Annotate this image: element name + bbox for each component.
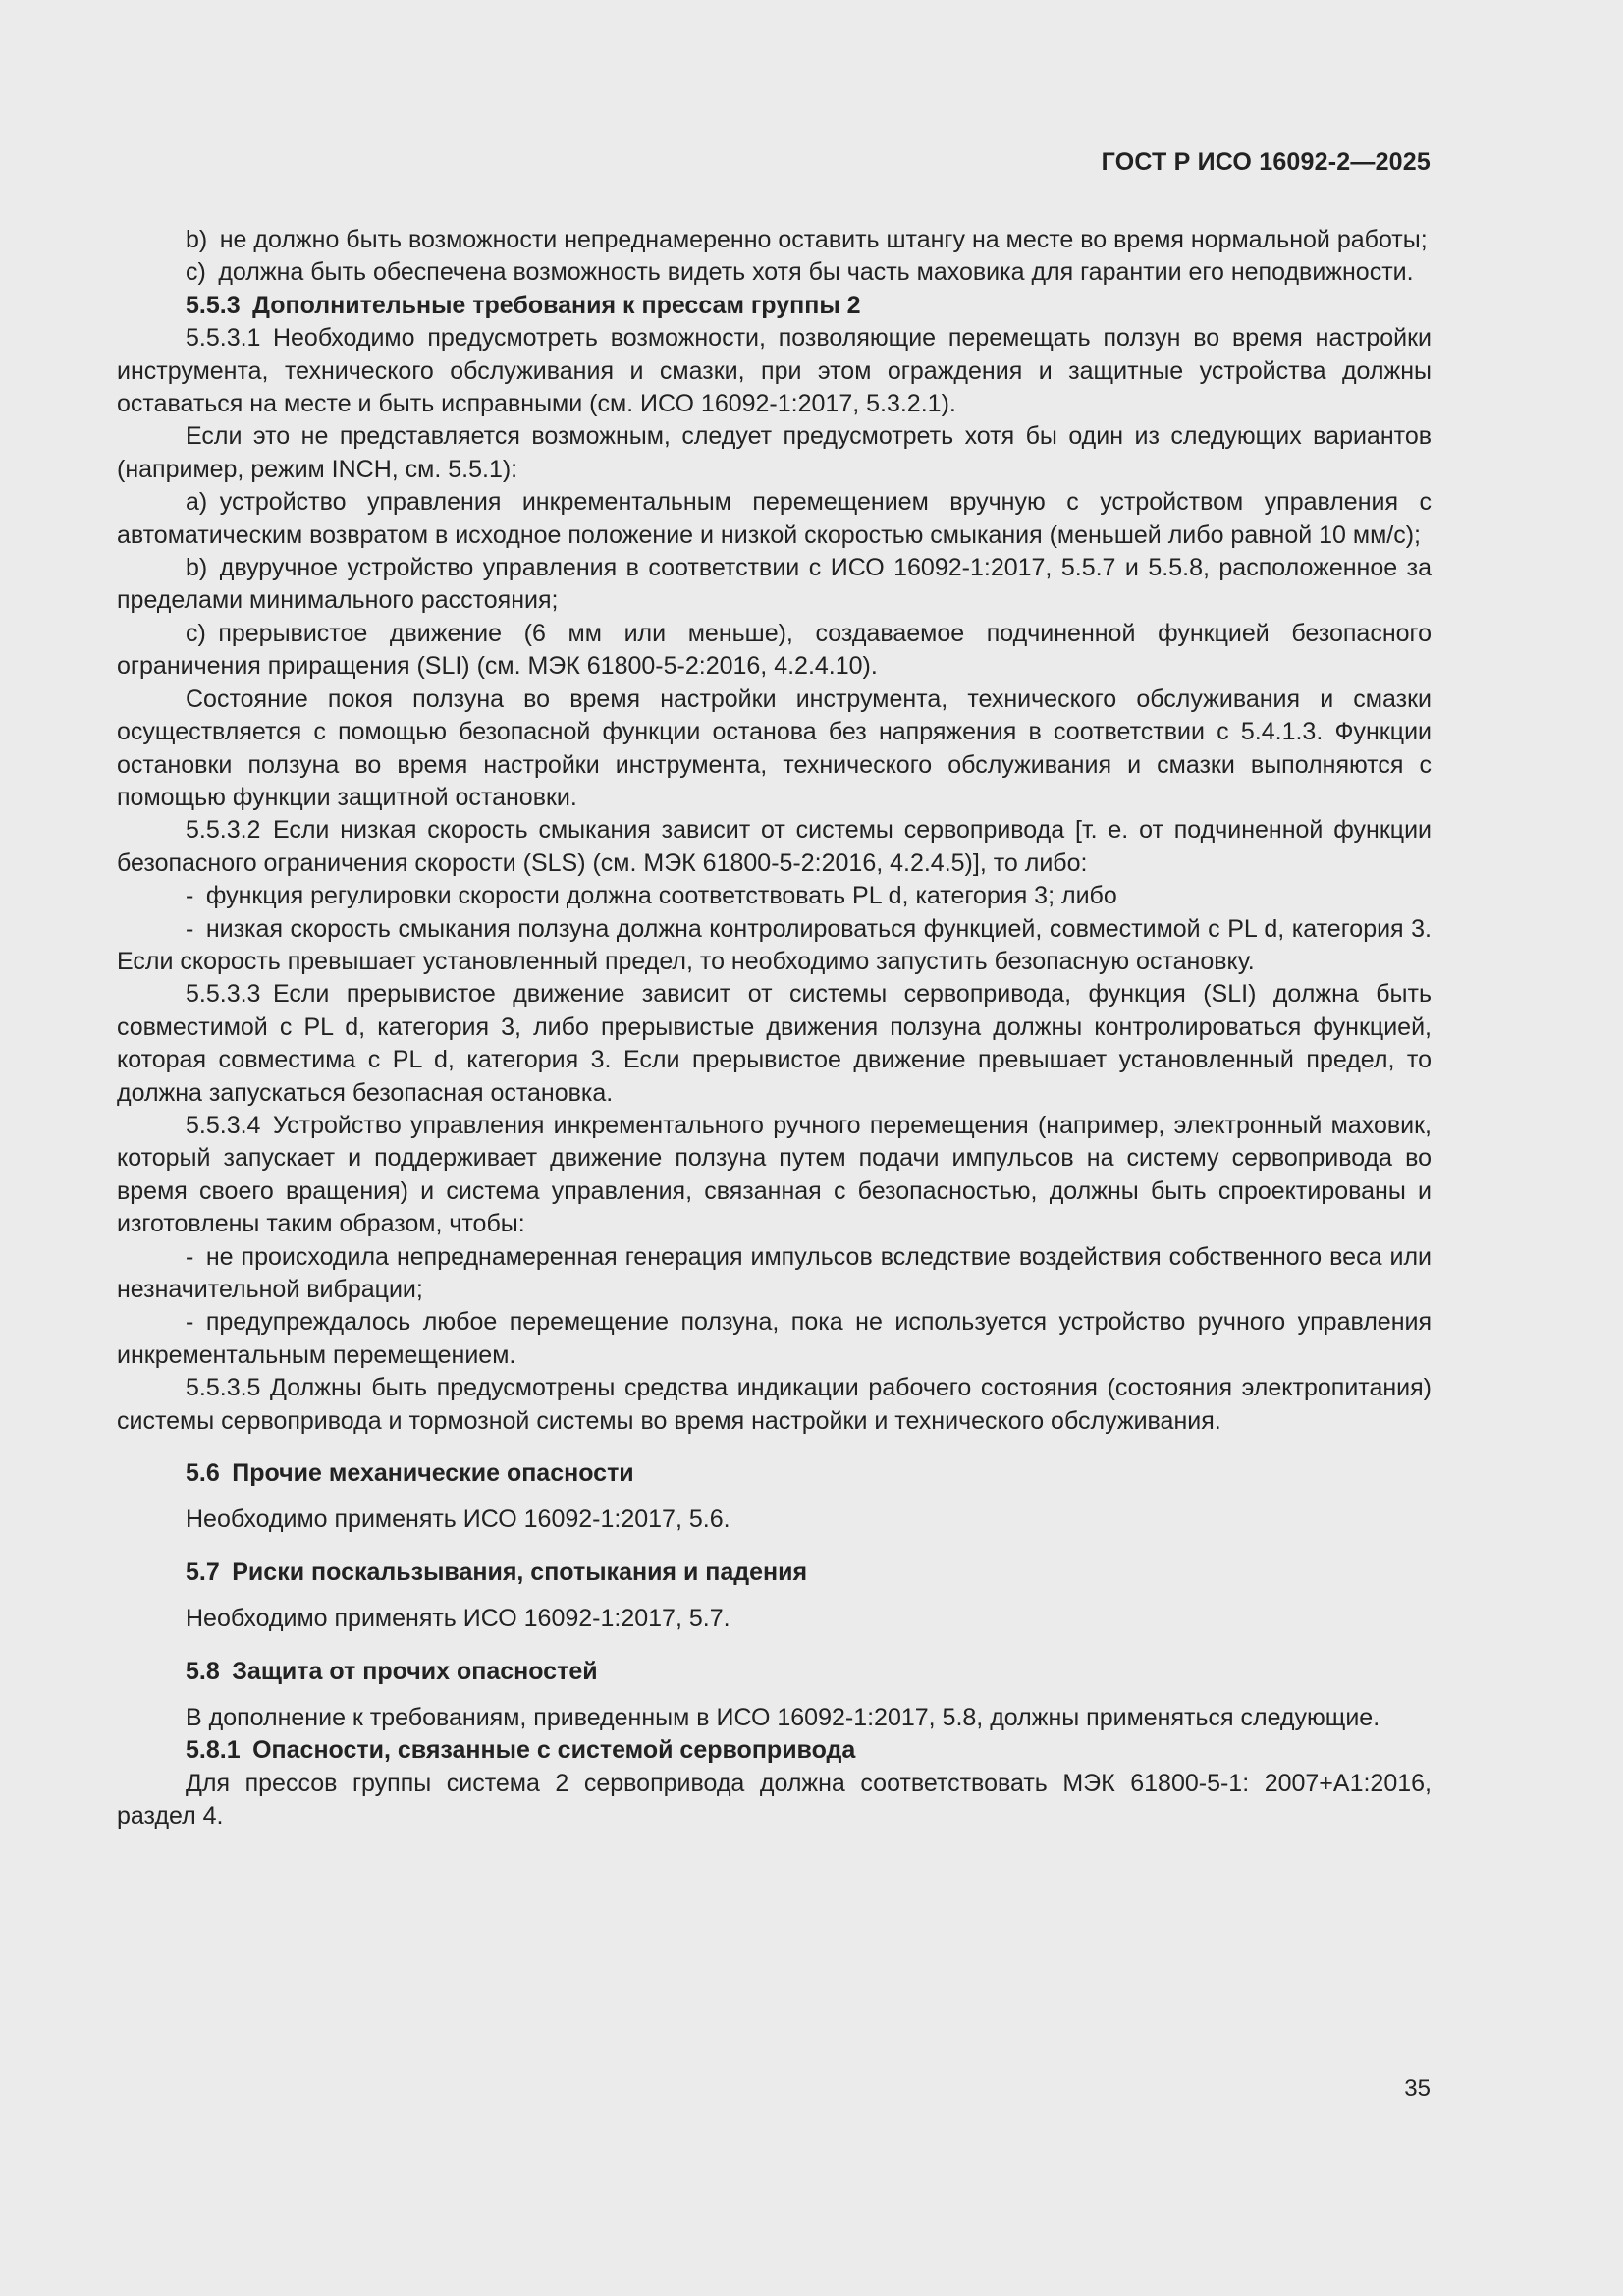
section-heading-5-7: 5.7 Риски поскальзывания, спотыкания и падения [186,1558,808,1586]
paragraph-5-6: Необходимо применять ИСО 16092-1:2017, 5.6. [186,1505,730,1534]
paragraph-5-8-1: Для прессов группы система 2 сервопривода должна соответствовать МЭК 61800-5-1: 2007+А1:2016, раздел 4. [117,1769,1432,1831]
list-item-c-2: c) прерывистое движение (6 мм или меньше), создаваемое подчиненной функцией безопасного ограничения приращения (SLI) (см. МЭК 61800-5-2:2016, 4.2.4.10). [117,619,1432,681]
page-number: 35 [1404,2075,1431,2102]
section-heading-5-6: 5.6 Прочие механические опасности [186,1459,634,1488]
document-body [117,224,1432,1833]
clause-5-5-3-4: 5.5.3.4 Устройство управления инкрементального ручного перемещения (например, электронный маховик, который запускает и поддерживает движение ползуна путем подачи импульсов на систему сервопривода во время своего вращения) и система управления, связанная с безопасностью, должны быть спроектированы и изготовлены таким образом, чтобы: [117,1111,1432,1238]
clause-5-5-3-5: 5.5.3.5 Должны быть предусмотрены средства индикации рабочего состояния (состояния электропитания) системы сервопривода и тормозной системы во время настройки и технического обслуживания. [117,1374,1432,1435]
section-heading-5-8: 5.8 Защита от прочих опасностей [186,1657,598,1685]
dash-item-prevent-movement: - предупреждалось любое перемещение ползуна, пока не используется устройство ручного управления инкрементальным перемещением. [117,1308,1432,1369]
list-item-b: b) не должно быть возможности непреднамеренно оставить штангу на месте во время нормальной работы; [186,226,1428,253]
document-header: ГОСТ Р ИСО 16092-2—2025 [1101,148,1431,176]
paragraph-alternatives-intro: Если это не представляется возможным, следует предусмотреть хотя бы один из следующих вариантов (например, режим INCH, см. 5.5.1): [117,422,1432,483]
dash-item-pulse-generation: - не происходила непреднамеренная генерация импульсов вследствие воздействия собственного веса или незначительной вибрации; [117,1242,1432,1303]
list-item-a: a) устройство управления инкрементальным перемещением вручную с устройством управления с автоматическим возвратом в исходное положение и низкой скоростью смыкания (меньшей либо равной 10 мм/с); [117,488,1432,549]
clause-5-5-3-1: 5.5.3.1 Необходимо предусмотреть возможности, позволяющие перемещать ползун во время настройки инструмента, технического обслуживания и смазки, при этом ограждения и защитные устройства должны оставаться на месте и быть исправными (см. ИСО 16092-1:2017, 5.3.2.1). [117,324,1432,418]
clause-5-5-3-2: 5.5.3.2 Если низкая скорость смыкания зависит от системы сервопривода [т. е. от подчиненной функции безопасного ограничения скорости (SLS) (см. МЭК 61800-5-2:2016, 4.2.4.5)], то либо: [117,816,1432,877]
subsection-heading-5-8-1: 5.8.1 Опасности, связанные с системой сервопривода [186,1736,856,1765]
paragraph-5-8: В дополнение к требованиям, приведенным в ИСО 16092-1:2017, 5.8, должны применяться следующие. [186,1704,1380,1732]
dash-item-speed-regulation: - функция регулировки скорости должна соответствовать PL d, категория 3; либо [186,882,1117,910]
paragraph-ram-rest-state: Состояние покоя ползуна во время настройки инструмента, технического обслуживания и смазки осуществляется с помощью безопасной функции останова без напряжения в соответствии с 5.4.1.3. Функции остановки ползуна во время настройки инструмента, технического обслуживания и смазки выполняются с помощью функции защитной остановки. [117,684,1432,811]
paragraph-5-7: Необходимо применять ИСО 16092-1:2017, 5.7. [186,1605,730,1633]
list-item-c: c) должна быть обеспечена возможность видеть хотя бы часть маховика для гарантии его неподвижности. [186,258,1414,287]
list-item-b-2: b) двуручное устройство управления в соответствии с ИСО 16092-1:2017, 5.5.7 и 5.5.8, расположенное за пределами минимального расстояния; [117,554,1432,615]
clause-5-5-3-3: 5.5.3.3 Если прерывистое движение зависит от системы сервопривода, функция (SLI) должна быть совместимой с PL d, категория 3, либо прерывистые движения ползуна должны контролироваться функцией, которая совместима с PL d, категория 3. Если прерывистое движение превышает установленный предел, то должна запускаться безопасная остановка. [117,980,1432,1107]
dash-item-closing-speed: - низкая скорость смыкания ползуна должна контролироваться функцией, совместимой с PL d, категория 3. Если скорость превышает установленный предел, то необходимо запустить безопасную остановку. [117,914,1432,975]
subsection-heading-5-5-3: 5.5.3 Дополнительные требования к прессам группы 2 [186,291,861,319]
